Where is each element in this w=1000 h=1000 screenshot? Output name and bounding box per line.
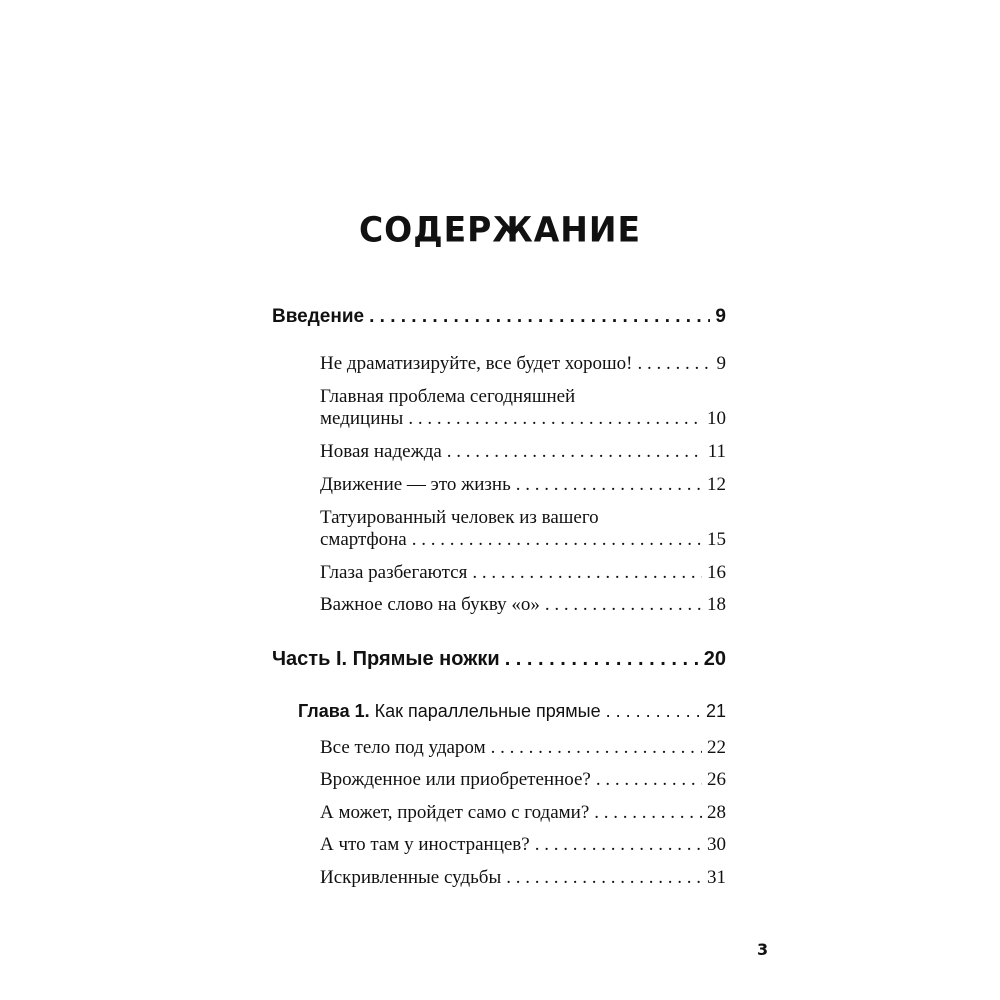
toc-entry-label: Искривленные судьбы: [320, 867, 502, 888]
toc-entry-page: 12: [707, 474, 726, 495]
dot-leader: [535, 834, 702, 856]
toc-entry[interactable]: [320, 529, 726, 551]
toc-entry-page: 10: [707, 408, 726, 429]
toc-entry-label: медицины: [320, 408, 404, 429]
toc-entry-line1: Главная проблема сегодняшней: [320, 386, 576, 407]
toc-entry-line1: Татуированный человек из вашего: [320, 507, 599, 528]
dot-leader: [491, 737, 702, 759]
toc-entry-page: 30: [707, 834, 726, 855]
toc-entry[interactable]: [320, 802, 726, 824]
toc-entry[interactable]: [320, 867, 726, 889]
toc-entry[interactable]: [320, 353, 726, 375]
toc-entry[interactable]: [320, 834, 726, 856]
toc-entry[interactable]: [320, 594, 726, 616]
toc-entry-label: Новая надежда: [320, 441, 442, 462]
toc-entry-page: 20: [703, 648, 726, 670]
toc-entry-label: А что там у иностранцев?: [320, 834, 530, 855]
toc-entry-label: Часть I. Прямые ножки: [272, 648, 500, 670]
dot-leader: [594, 802, 702, 824]
toc-entry-page: 15: [707, 529, 726, 550]
toc-entry-label: смартфона: [320, 529, 407, 550]
dot-leader: [516, 474, 702, 496]
toc-entry[interactable]: [320, 769, 726, 791]
dot-leader: [637, 353, 711, 375]
toc-entry-label: А может, пройдет само с годами?: [320, 802, 590, 823]
toc-entry-page: 18: [707, 594, 726, 615]
dot-leader: [606, 701, 701, 722]
toc-entry-page: 9: [716, 353, 726, 374]
toc-entry-page: 11: [707, 441, 726, 462]
toc-entry[interactable]: [320, 737, 726, 759]
toc-entry-label: Введение: [272, 306, 365, 327]
toc-entry-label: Все тело под ударом: [320, 737, 486, 758]
toc-entry-label: Глаза разбегаются: [320, 562, 468, 583]
toc-entry-intro[interactable]: [272, 306, 726, 328]
page-title: СОДЕРЖАНИЕ: [358, 209, 642, 250]
toc-entry-page: 21: [705, 701, 726, 721]
page-number: 3: [757, 940, 769, 959]
toc-entry-page: 9: [715, 306, 726, 327]
toc-entry[interactable]: [320, 441, 726, 463]
toc-entry-chapter[interactable]: [298, 701, 726, 722]
toc-entry-label: Движение — это жизнь: [320, 474, 511, 495]
dot-leader: [505, 648, 699, 671]
toc-entry-label: Как параллельные прямые: [374, 701, 601, 721]
dot-leader: [408, 408, 702, 430]
dot-leader: [545, 594, 702, 616]
toc-entry-page: 16: [707, 562, 726, 583]
toc-entry-part[interactable]: [272, 648, 726, 671]
dot-leader: [369, 306, 710, 328]
toc-entry-page: 31: [707, 867, 726, 888]
toc-entry[interactable]: [320, 474, 726, 496]
dot-leader: [506, 867, 702, 889]
dot-leader: [447, 441, 703, 463]
toc-entry-page: 28: [707, 802, 726, 823]
dot-leader: [596, 769, 702, 791]
toc-entry-label: Важное слово на букву «о»: [320, 594, 540, 615]
chapter-number: Глава 1.: [298, 701, 370, 721]
toc-entry[interactable]: [320, 562, 726, 584]
toc-entry-label: Врожденное или приобретенное?: [320, 769, 591, 790]
dot-leader: [412, 529, 702, 551]
dot-leader: [472, 562, 702, 584]
toc-entry-page: 26: [707, 769, 726, 790]
toc-entry[interactable]: [320, 408, 726, 430]
toc-entry-label: Не драматизируйте, все будет хорошо!: [320, 353, 633, 374]
toc-entry-page: 22: [707, 737, 726, 758]
